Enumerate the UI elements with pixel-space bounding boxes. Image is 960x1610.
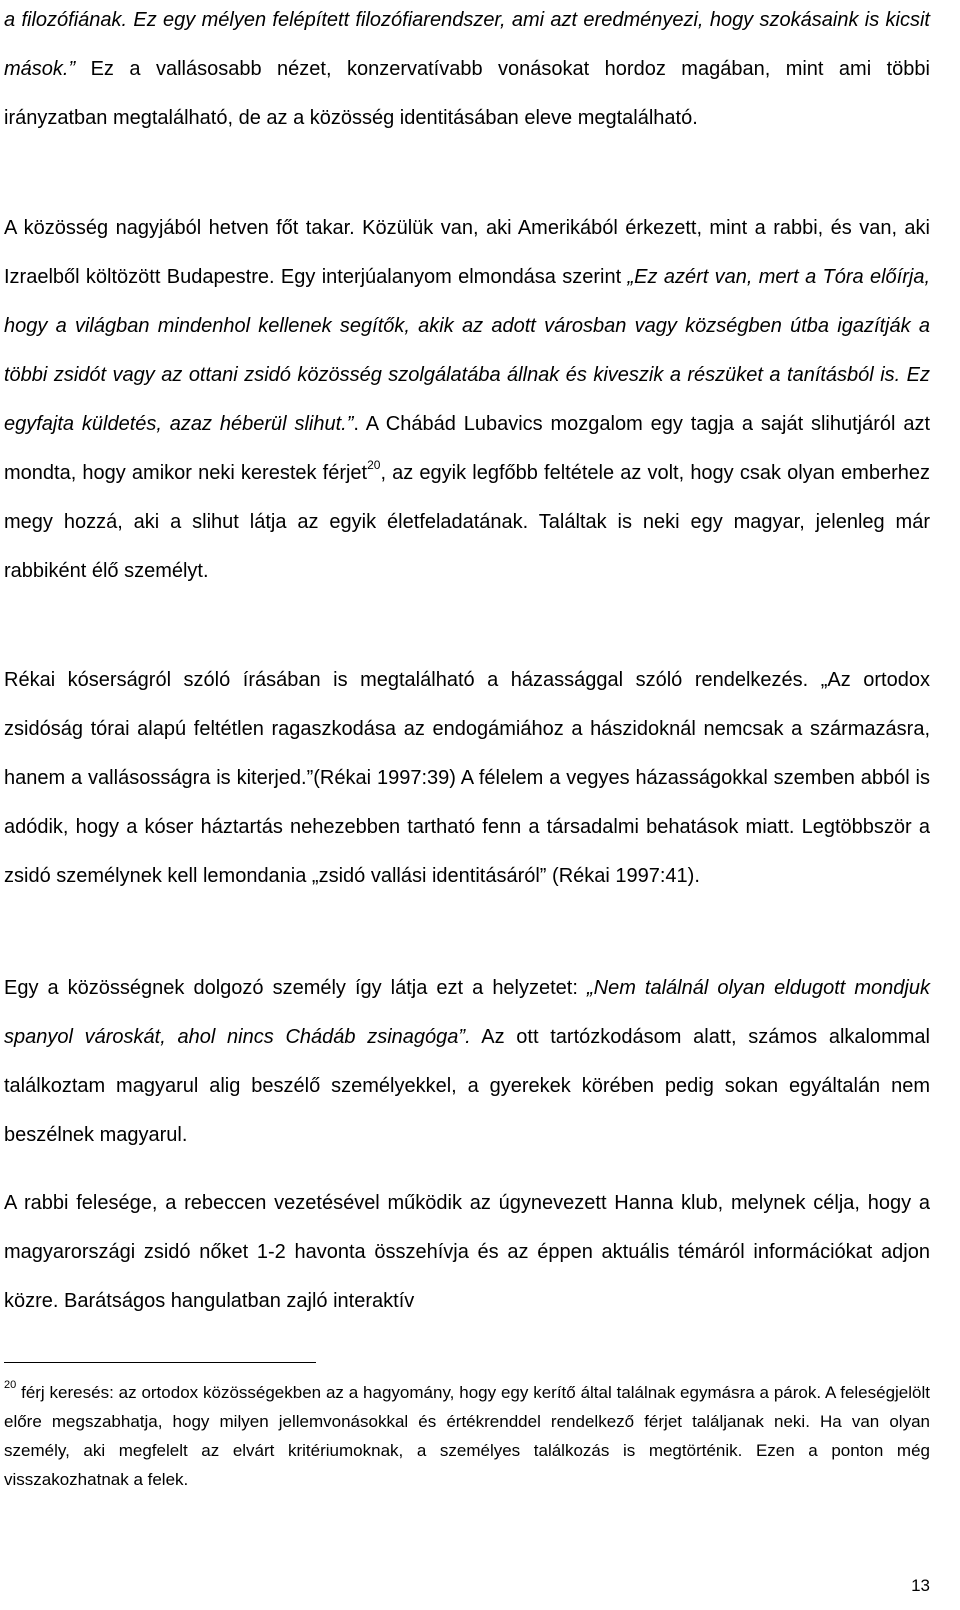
quote-italic: a filozófiának. Ez egy mélyen felépített filozófiarendszer, ami azt eredményezi, hogy szokásaink is kicsit mások.” bbox=[4, 9, 930, 80]
paragraph-text: A rabbi felesége, a rebeccen vezetésével működik az úgynevezett Hanna klub, melynek célja, hogy a magyarországi zsidó nőket 1-2 havonta összehívja és az éppen aktuális témáról információkat adjon közre. Barátságos hangulatban zajló interaktív bbox=[4, 1192, 930, 1312]
paragraph-1 bbox=[4, 0, 930, 143]
paragraph-text: Egy a közösségnek dolgozó személy így látja ezt a helyzetet: bbox=[4, 977, 587, 999]
footnote-separator bbox=[4, 1362, 316, 1363]
paragraph-text: A közösség nagyjából hetven főt takar. Közülük van, aki Amerikából érkezett, mint a rabbi, és van, aki Izraelből költözött Budapestre. Egy interjúalanyom elmondása szerint bbox=[4, 217, 930, 288]
quote-italic: „Nem találnál olyan eldugott mondjuk spanyol városkát, ahol nincs Chádáb zsinagóga”. bbox=[4, 977, 930, 1048]
quote-italic: „Ez azért van, mert a Tóra előírja, hogy a világban mindenhol kellenek segítők, akik az adott városban vagy községben útba igazítják a többi zsidót vagy az ottani zsidó közösség szolgálatába állnak és kiveszik a részüket a tanításból is. Ez egyfajta küldetés, azaz héberül slihut.” bbox=[4, 266, 930, 435]
paragraph-text: Rékai kóserságról szóló írásában is megtalálható a házassággal szóló rendelkezés. „Az ortodox zsidóság tórai alapú feltétlen ragaszkodása az endogámiához a hászidoknál nemcsak a származásra, hanem a vallásosságra is kiterjed.”(Rékai 1997:39) A félelem a vegyes házasságokkal szemben abból is adódik, hogy a kóser háztartás nehezebben tartható fenn a társadalmi behatások miatt. Legtöbbször a zsidó személynek kell lemondania „zsidó vallási identitásáról” (Rékai 1997:41). bbox=[4, 669, 930, 887]
paragraph-3 bbox=[4, 656, 930, 901]
footnote-marker: 20 bbox=[4, 1379, 17, 1392]
footnote-reference[interactable]: 20 bbox=[367, 458, 381, 473]
paragraph-5 bbox=[4, 1179, 930, 1326]
page-number: 13 bbox=[911, 1576, 930, 1595]
paragraph-text: . A Chábád Lubavics mozgalom egy tagja a saját slihutjáról azt mondta, hogy amikor neki kerestek férjet bbox=[4, 413, 931, 484]
paragraph-2 bbox=[4, 204, 930, 596]
paragraph-text: Az ott tartózkodásom alatt, számos alkalommal találkoztam magyarul alig beszélő személyekkel, a gyerekek körében pedig sokan egyáltalán nem beszélnek magyarul. bbox=[4, 1026, 930, 1146]
paragraph-text: Ez a vallásosabb nézet, konzervatívabb vonásokat hordoz magában, mint ami többi irányzatban megtalálható, de az a közösség identitásában eleve megtalálható. bbox=[4, 58, 930, 129]
paragraph-4 bbox=[4, 964, 930, 1160]
footnote bbox=[4, 1378, 930, 1494]
paragraph-text: , az egyik legfőbb feltétele az volt, hogy csak olyan emberhez megy hozzá, aki a slihut látja az egyik életfeladatának. Találtak is neki egy magyar, jelenleg már rabbiként élő személyt. bbox=[4, 462, 930, 582]
footnote-text: férj keresés: az ortodox közösségekben az a hagyomány, hogy egy kerítő által találnak egymásra a párok. A feleségjelölt előre megszabhatja, hogy milyen jellemvonásokkal és értékrenddel rendelkező férjet találjanak neki. Ha van olyan személy, aki megfelelt az elvárt kritériumoknak, a személyes találkozás is megtörténik. Ezen a ponton még visszakozhatnak a felek. bbox=[4, 1383, 930, 1489]
